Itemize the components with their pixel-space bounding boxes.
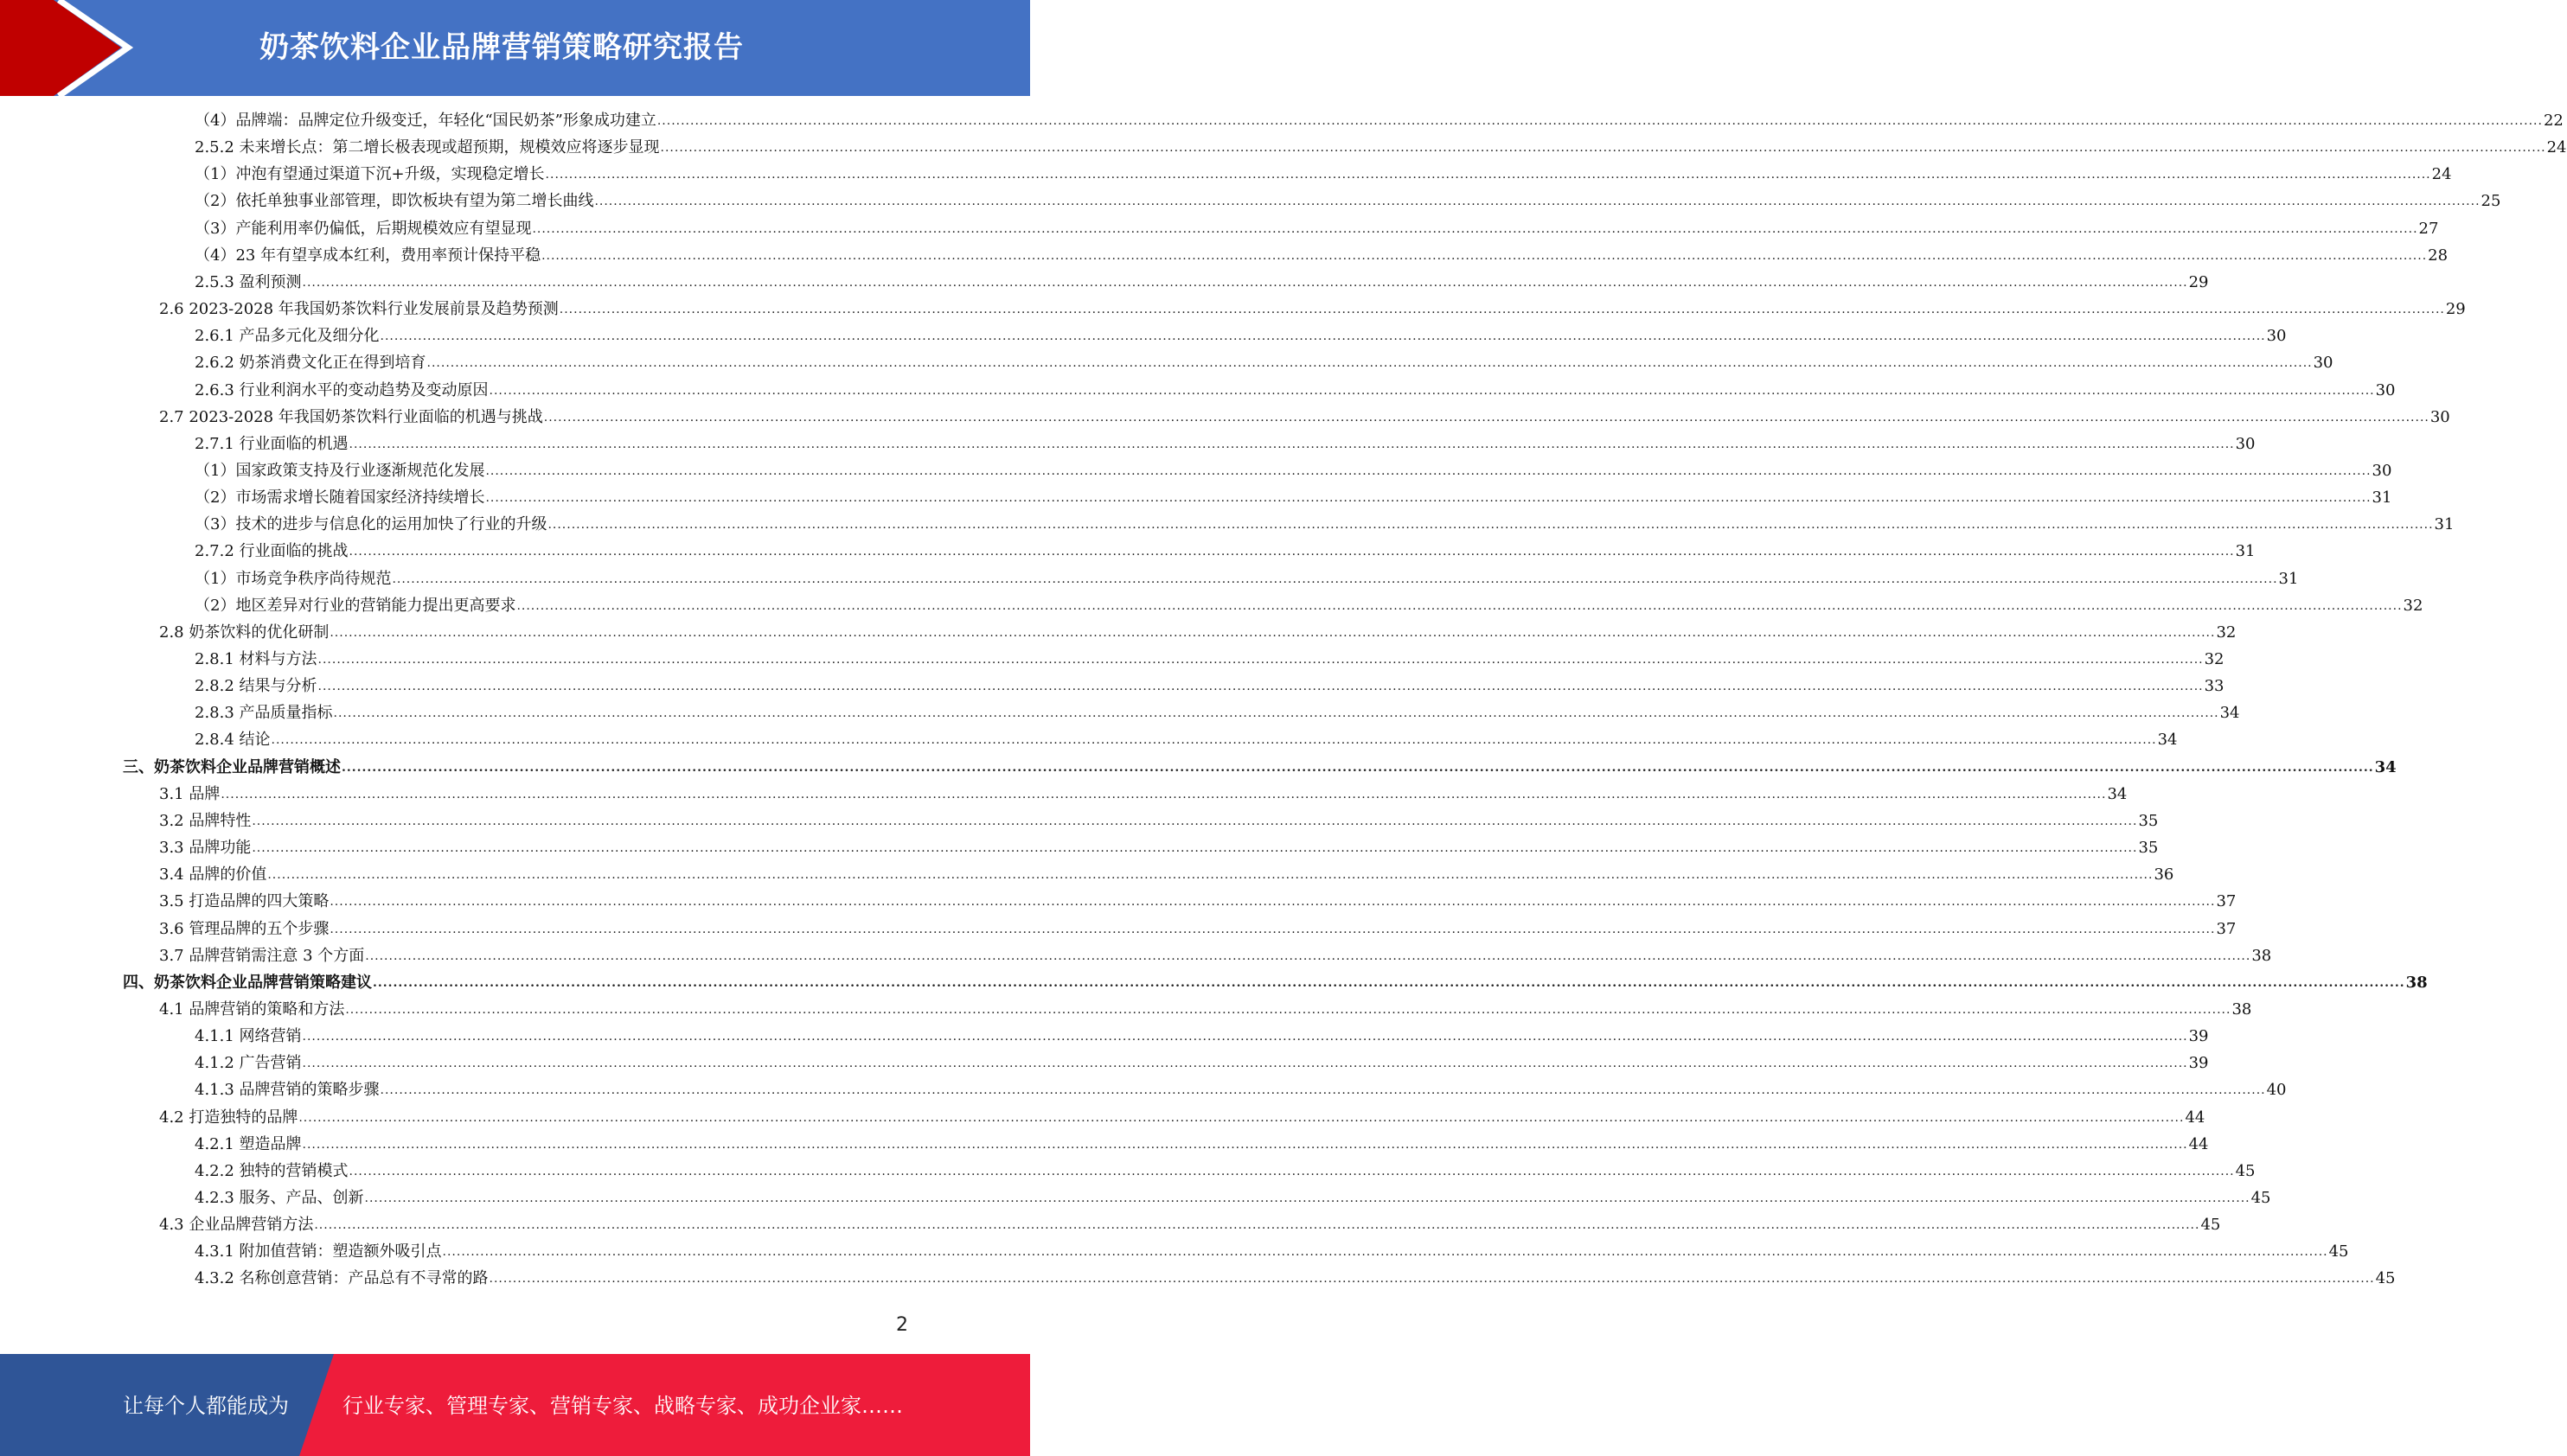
- toc-entry[interactable]: [195, 218, 2439, 240]
- toc-entry-label: （3）技术的进步与信息化的运用加快了行业的升级: [195, 515, 547, 534]
- toc-dot-leader: ................................................................................................................................................................................................................................................................................................................................................................................................................: [489, 383, 2375, 398]
- toc-dot-leader: ................................................................................................................................................................................................................................................................................................................................................................................................................: [485, 463, 2372, 478]
- toc-entry-page: 32: [2216, 623, 2237, 642]
- toc-entry-page: 34: [2157, 731, 2178, 750]
- toc-entry-label: 2.8.3 产品质量指标: [195, 704, 333, 723]
- toc-entry-page: 45: [2235, 1161, 2256, 1180]
- toc-dot-leader: ................................................................................................................................................................................................................................................................................................................................................................................................................: [594, 195, 2481, 209]
- toc-entry[interactable]: [195, 245, 2449, 267]
- toc-entry-label: 3.3 品牌功能: [159, 839, 252, 858]
- toc-entry[interactable]: [195, 433, 2256, 456]
- toc-entry-page: 30: [2313, 354, 2333, 373]
- toc-dot-leader: ................................................................................................................................................................................................................................................................................................................................................................................................................: [541, 248, 2428, 263]
- toc-entry-label: 三、奶茶饮料企业品牌营销概述: [123, 757, 341, 776]
- toc-entry[interactable]: [195, 137, 2567, 159]
- toc-entry[interactable]: [159, 1214, 2221, 1236]
- toc-entry[interactable]: [195, 1268, 2396, 1290]
- toc-entry-page: 45: [2328, 1242, 2349, 1261]
- toc-dot-leader: ................................................................................................................................................................................................................................................................................................................................................................................................................: [302, 1030, 2188, 1044]
- toc-entry[interactable]: [195, 1052, 2209, 1075]
- toc-entry-page: 31: [2278, 569, 2299, 588]
- toc-entry-page: 38: [2405, 973, 2428, 992]
- toc-dot-leader: ................................................................................................................................................................................................................................................................................................................................................................................................................: [252, 841, 2138, 856]
- toc-dot-leader: ................................................................................................................................................................................................................................................................................................................................................................................................................: [342, 760, 2374, 775]
- toc-entry[interactable]: [195, 1079, 2287, 1102]
- toc-entry-page: 30: [2235, 434, 2256, 453]
- toc-entry-label: 2.7.2 行业面临的挑战: [195, 542, 349, 561]
- toc-entry-label: （1）国家政策支持及行业逐渐规范化发展: [195, 461, 485, 480]
- toc-entry-page: 31: [2434, 515, 2455, 534]
- toc-dot-leader: ................................................................................................................................................................................................................................................................................................................................................................................................................: [656, 114, 2543, 128]
- toc-dot-leader: ................................................................................................................................................................................................................................................................................................................................................................................................................: [252, 814, 2138, 828]
- toc-entry-label: 4.2 打造独特的品牌: [159, 1108, 298, 1127]
- toc-entry-page: 44: [2185, 1108, 2205, 1127]
- toc-dot-leader: ................................................................................................................................................................................................................................................................................................................................................................................................................: [489, 1272, 2375, 1287]
- toc-dot-leader: ................................................................................................................................................................................................................................................................................................................................................................................................................: [392, 572, 2278, 586]
- toc-entry[interactable]: [195, 325, 2287, 348]
- toc-entry[interactable]: [159, 999, 2252, 1021]
- toc-entry-page: 31: [2372, 489, 2392, 508]
- toc-entry[interactable]: [195, 568, 2299, 591]
- toc-entry[interactable]: [195, 271, 2209, 294]
- toc-entry[interactable]: [195, 514, 2455, 536]
- toc-entry-label: 3.1 品牌: [159, 784, 221, 803]
- toc-entry-label: 3.2 品牌特性: [159, 811, 252, 830]
- toc-entry[interactable]: [195, 460, 2392, 482]
- toc-entry-page: 32: [2204, 650, 2225, 668]
- toc-entry-label: 4.3.1 附加值营销：塑造额外吸引点: [195, 1242, 442, 1261]
- toc-entry-label: 4.2.2 独特的营销模式: [195, 1161, 349, 1180]
- toc-dot-leader: ................................................................................................................................................................................................................................................................................................................................................................................................................: [314, 1218, 2200, 1233]
- toc-entry-page: 34: [2374, 757, 2397, 776]
- toc-entry-page: 30: [2266, 327, 2287, 346]
- toc-entry-label: （2）依托单独事业部管理，即饮板块有望为第二增长曲线: [195, 192, 594, 211]
- toc-entry-label: 2.6.1 产品多元化及细分化: [195, 327, 380, 346]
- toc-entry-label: 2.6 2023-2028 年我国奶茶饮料行业发展前景及趋势预测: [159, 300, 559, 319]
- toc-entry-page: 39: [2188, 1027, 2209, 1046]
- toc-entry-label: 2.8.4 结论: [195, 731, 271, 750]
- toc-entry[interactable]: [195, 163, 2452, 186]
- toc-entry-label: 四、奶茶饮料企业品牌营销策略建议: [123, 973, 372, 992]
- toc-dot-leader: ................................................................................................................................................................................................................................................................................................................................................................................................................: [298, 1110, 2185, 1125]
- toc-entry-page: 35: [2138, 811, 2159, 830]
- toc-dot-leader: ................................................................................................................................................................................................................................................................................................................................................................................................................: [349, 545, 2235, 559]
- toc-entry[interactable]: [159, 298, 2466, 321]
- toc-entry-page: 36: [2154, 865, 2174, 884]
- toc-dot-leader: ................................................................................................................................................................................................................................................................................................................................................................................................................: [364, 1191, 2250, 1205]
- toc-entry-page: 39: [2188, 1054, 2209, 1073]
- toc-entry-label: 4.1.3 品牌营销的策略步骤: [195, 1081, 380, 1100]
- toc-entry[interactable]: [195, 1134, 2209, 1156]
- toc-entry[interactable]: [195, 110, 2564, 132]
- toc-entry-label: 4.1.1 网络营销: [195, 1027, 302, 1046]
- toc-dot-leader: ................................................................................................................................................................................................................................................................................................................................................................................................................: [302, 275, 2188, 290]
- toc-entry-page: 28: [2428, 246, 2449, 265]
- toc-entry-label: 2.5.2 未来增长点：第二增长极表现或超预期，规模效应将逐步显现: [195, 138, 660, 157]
- toc-entry-label: 2.8 奶茶饮料的优化研制: [159, 623, 330, 642]
- toc-entry-page: 25: [2481, 192, 2501, 211]
- toc-entry-label: 3.7 品牌营销需注意 3 个方面: [159, 946, 365, 965]
- toc-entry[interactable]: [123, 757, 2397, 779]
- toc-dot-leader: ................................................................................................................................................................................................................................................................................................................................................................................................................: [302, 1137, 2188, 1152]
- toc-dot-leader: ................................................................................................................................................................................................................................................................................................................................................................................................................: [267, 868, 2154, 883]
- toc-entry[interactable]: [159, 622, 2237, 644]
- toc-dot-leader: ................................................................................................................................................................................................................................................................................................................................................................................................................: [330, 922, 2216, 936]
- toc-entry-page: 22: [2543, 112, 2564, 130]
- page-footer: [0, 1354, 1030, 1456]
- footer-slogan-left: 让每个人都能成为: [123, 1394, 289, 1418]
- toc-dot-leader: ................................................................................................................................................................................................................................................................................................................................................................................................................: [380, 329, 2266, 344]
- report-title: 奶茶饮料企业品牌营销策略研究报告: [259, 30, 744, 65]
- toc-entry-label: 3.4 品牌的价值: [159, 865, 267, 884]
- toc-dot-leader: ................................................................................................................................................................................................................................................................................................................................................................................................................: [545, 168, 2431, 182]
- toc-entry-page: 45: [2375, 1269, 2396, 1288]
- toc-entry-page: 38: [2231, 999, 2252, 1019]
- toc-dot-leader: ................................................................................................................................................................................................................................................................................................................................................................................................................: [485, 491, 2372, 506]
- toc-dot-leader: ................................................................................................................................................................................................................................................................................................................................................................................................................: [330, 625, 2216, 640]
- toc-entry[interactable]: [195, 1025, 2209, 1048]
- toc-entry-label: 4.2.3 服务、产品、创新: [195, 1189, 364, 1207]
- toc-dot-leader: ................................................................................................................................................................................................................................................................................................................................................................................................................: [317, 653, 2204, 667]
- toc-entry-page: 33: [2204, 677, 2225, 696]
- toc-entry-label: 2.5.3 盈利预测: [195, 272, 302, 291]
- toc-dot-leader: ................................................................................................................................................................................................................................................................................................................................................................................................................: [660, 141, 2546, 156]
- toc-entry-label: 4.2.1 塑造品牌: [195, 1134, 302, 1153]
- toc-dot-leader: ................................................................................................................................................................................................................................................................................................................................................................................................................: [349, 437, 2235, 451]
- toc-entry-label: 2.7 2023-2028 年我国奶茶饮料行业面临的机遇与挑战: [159, 407, 543, 426]
- toc-dot-leader: ................................................................................................................................................................................................................................................................................................................................................................................................................: [302, 1057, 2188, 1071]
- toc-dot-leader: ................................................................................................................................................................................................................................................................................................................................................................................................................: [516, 598, 2403, 613]
- toc-entry-page: 44: [2188, 1134, 2209, 1153]
- toc-entry-page: 45: [2250, 1189, 2271, 1207]
- toc-entry[interactable]: [195, 380, 2396, 402]
- toc-dot-leader: ................................................................................................................................................................................................................................................................................................................................................................................................................: [547, 518, 2434, 533]
- toc-dot-leader: ................................................................................................................................................................................................................................................................................................................................................................................................................: [333, 706, 2219, 721]
- toc-dot-leader: ................................................................................................................................................................................................................................................................................................................................................................................................................: [345, 1002, 2231, 1017]
- toc-dot-leader: ................................................................................................................................................................................................................................................................................................................................................................................................................: [559, 303, 2445, 317]
- page-number: 2: [896, 1314, 908, 1336]
- toc-entry[interactable]: [195, 702, 2240, 725]
- toc-entry-label: 2.6.2 奶茶消费文化正在得到培育: [195, 354, 426, 373]
- toc-entry[interactable]: [195, 1160, 2256, 1183]
- toc-entry-label: 2.6.3 行业利润水平的变动趋势及变动原因: [195, 380, 489, 399]
- toc-dot-leader: ................................................................................................................................................................................................................................................................................................................................................................................................................: [221, 787, 2107, 801]
- toc-entry-page: 38: [2251, 946, 2272, 965]
- toc-entry-label: （1）市场竞争秩序尚待规范: [195, 569, 392, 588]
- toc-entry[interactable]: [159, 891, 2237, 913]
- toc-entry-label: 3.5 打造品牌的四大策略: [159, 892, 330, 911]
- toc-entry-label: 2.7.1 行业面临的机遇: [195, 434, 349, 453]
- toc-dot-leader: ................................................................................................................................................................................................................................................................................................................................................................................................................: [442, 1245, 2328, 1260]
- toc-entry-label: 2.8.1 材料与方法: [195, 650, 317, 668]
- toc-entry[interactable]: [159, 1107, 2205, 1129]
- toc-dot-leader: ................................................................................................................................................................................................................................................................................................................................................................................................................: [349, 1164, 2235, 1178]
- toc-entry-page: 45: [2200, 1216, 2221, 1235]
- toc-dot-leader: ................................................................................................................................................................................................................................................................................................................................................................................................................: [532, 221, 2418, 236]
- toc-dot-leader: ................................................................................................................................................................................................................................................................................................................................................................................................................: [271, 733, 2157, 748]
- toc-dot-leader: ................................................................................................................................................................................................................................................................................................................................................................................................................: [543, 410, 2429, 425]
- toc-entry[interactable]: [195, 190, 2501, 213]
- toc-entry-page: 30: [2372, 461, 2392, 480]
- toc-entry-page: 29: [2188, 272, 2209, 291]
- toc-entry[interactable]: [195, 729, 2178, 751]
- red-arrow-icon: [0, 0, 147, 96]
- toc-entry-label: （1）冲泡有望通过渠道下沉+升级，实现稳定增长: [195, 165, 545, 184]
- toc-entry-page: 30: [2429, 407, 2450, 426]
- toc-dot-leader: ................................................................................................................................................................................................................................................................................................................................................................................................................: [330, 895, 2216, 910]
- toc-entry-label: （4）品牌端：品牌定位升级变迁，年轻化“国民奶茶”形象成功建立: [195, 112, 656, 130]
- toc-entry[interactable]: [195, 540, 2256, 563]
- toc-entry-page: 29: [2445, 300, 2466, 319]
- toc-dot-leader: ................................................................................................................................................................................................................................................................................................................................................................................................................: [365, 948, 2251, 963]
- toc-entry-label: 4.1 品牌营销的策略和方法: [159, 999, 345, 1019]
- toc-entry[interactable]: [159, 783, 2128, 806]
- toc-entry[interactable]: [195, 648, 2225, 671]
- toc-entry-page: 31: [2235, 542, 2256, 561]
- toc-entry-label: 2.8.2 结果与分析: [195, 677, 317, 696]
- toc-entry[interactable]: [195, 595, 2423, 617]
- toc-dot-leader: ................................................................................................................................................................................................................................................................................................................................................................................................................: [380, 1083, 2266, 1098]
- toc-entry[interactable]: [159, 837, 2159, 859]
- toc-entry[interactable]: [159, 864, 2174, 886]
- toc-entry-page: 27: [2418, 219, 2439, 238]
- toc-entry-label: （3）产能利用率仍偏低，后期规模效应有望显现: [195, 219, 532, 238]
- toc-entry-page: 37: [2216, 892, 2237, 911]
- toc-entry[interactable]: [159, 918, 2237, 941]
- toc-entry-page: 34: [2219, 704, 2240, 723]
- toc-entry-page: 40: [2266, 1081, 2287, 1100]
- toc-entry-label: 4.3 企业品牌营销方法: [159, 1216, 314, 1235]
- toc-dot-leader: ................................................................................................................................................................................................................................................................................................................................................................................................................: [317, 680, 2204, 694]
- toc-entry-page: 24: [2431, 165, 2452, 184]
- toc-entry-page: 30: [2375, 380, 2396, 399]
- toc-entry[interactable]: [195, 675, 2225, 698]
- toc-entry-page: 34: [2107, 784, 2128, 803]
- toc-entry[interactable]: [159, 810, 2159, 833]
- toc-entry[interactable]: [195, 1241, 2349, 1263]
- toc-entry[interactable]: [195, 352, 2333, 374]
- toc-dot-leader: ................................................................................................................................................................................................................................................................................................................................................................................................................: [426, 356, 2313, 371]
- footer-slogan-right: 行业专家、管理专家、营销专家、战略专家、成功企业家……: [342, 1394, 903, 1418]
- toc-entry-page: 24: [2546, 138, 2567, 157]
- toc-dot-leader: ................................................................................................................................................................................................................................................................................................................................................................................................................: [373, 975, 2405, 990]
- toc-entry-label: （2）地区差异对行业的营销能力提出更高要求: [195, 596, 516, 615]
- toc-entry-label: （2）市场需求增长随着国家经济持续增长: [195, 489, 485, 508]
- toc-entry-label: （4）23 年有望享成本红利，费用率预计保持平稳: [195, 246, 541, 265]
- toc-entry[interactable]: [195, 1187, 2271, 1210]
- toc-entry-page: 37: [2216, 919, 2237, 938]
- toc-entry[interactable]: [159, 406, 2450, 429]
- toc-entry-label: 4.1.2 广告营销: [195, 1054, 302, 1073]
- toc-entry-label: 4.3.2 名称创意营销：产品总有不寻常的路: [195, 1269, 489, 1288]
- toc-entry-page: 32: [2403, 596, 2423, 615]
- toc-entry[interactable]: [195, 487, 2392, 509]
- toc-entry-label: 3.6 管理品牌的五个步骤: [159, 919, 330, 938]
- toc-entry[interactable]: [123, 972, 2428, 994]
- toc-entry[interactable]: [159, 945, 2272, 967]
- toc-entry-page: 35: [2138, 839, 2159, 858]
- page-header: [0, 0, 1030, 96]
